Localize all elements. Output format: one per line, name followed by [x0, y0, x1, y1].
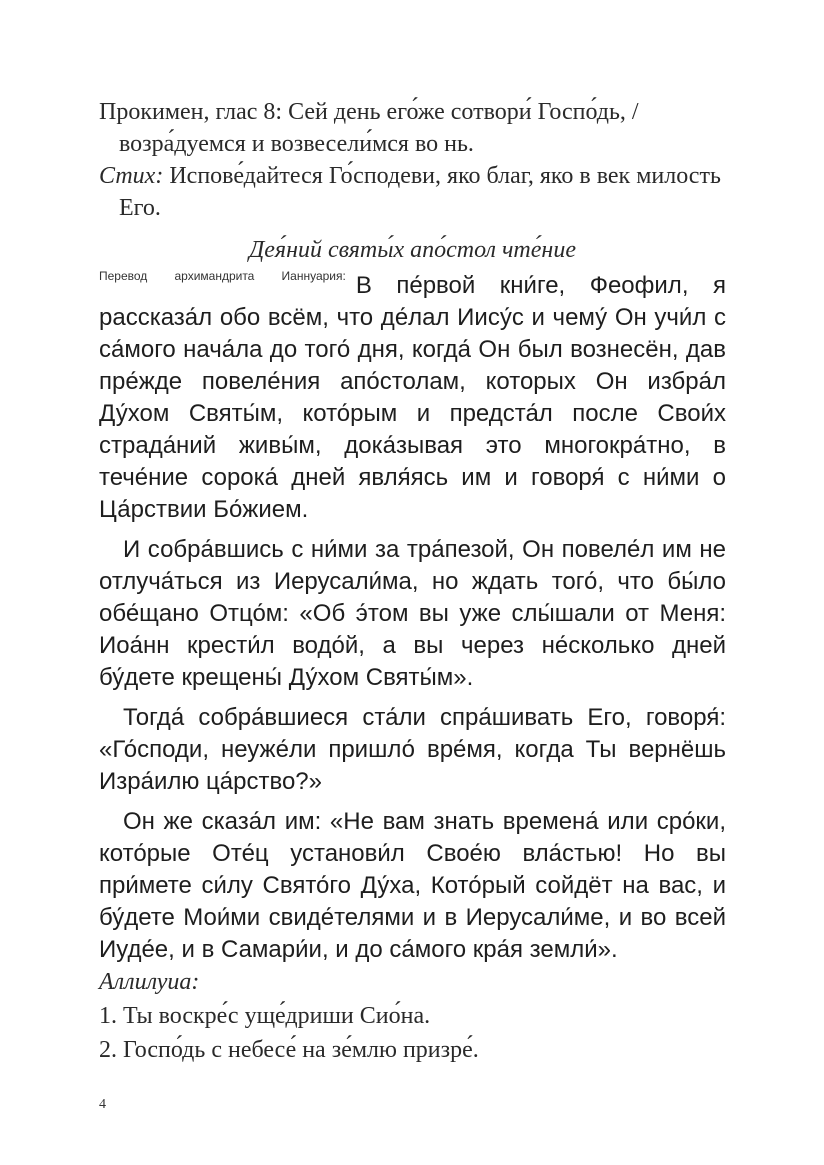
reading-paragraph-3: Тогда́ собра́вшиеся ста́ли спра́шивать Его, говоря́: «Го́споди, неуже́ли пришло́ вре́мя, когда Ты вернёшь Изра́илю ца́рство?»	[99, 704, 726, 795]
alleluia-verse-2: 2. Госпо́дь с небесе́ на зе́млю призре́.	[99, 1037, 479, 1063]
reading-heading: Дея́ний святы́х апо́стол чте́ние	[249, 237, 576, 263]
reading-paragraph-4: Он же сказа́л им: «Не вам знать времена́ или сро́ки, кото́рые Оте́ц установи́л Свое́ю вла́стью! Но вы при́мете си́лу Свято́го Ду́ха, Кото́рый сойдёт на вас, и бу́дете Мои́ми свиде́телями и в Иерусали́ме, и во всей Иуде́е, и в Самари́и, и до са́мого кра́я земли́».	[99, 808, 726, 963]
stikh-label: Стих:	[99, 163, 164, 189]
alleluia-label: Аллилуиа:	[99, 969, 200, 995]
prokimen: Прокимен, глас 8: Сей день его́же сотвори́ Госпо́дь, / возра́дуемся и возвесели́мся во нь.	[99, 99, 639, 157]
translator-note: Перевод архимандрита Ианнуария:	[99, 269, 346, 283]
reading-paragraph-1	[99, 270, 726, 526]
paragraph-text: В пе́рвой кни́ге, Феофил, я рассказа́л обо всём, что де́лал Иису́с и чему́ Он учи́л с са́мого нача́ла до того́ дня, когда́ Он был вознесён, дав пре́жде повеле́ния апо́столам, которых Он избра́л Ду́хом Святы́м, кото́рым и предста́л после Свои́х страда́ний живы́м, дока́зывая это многокра́тно, в тече́ние сорока́ дней явля́ясь им и говоря́ с ни́ми о Ца́рствии Бо́жием.	[99, 272, 726, 523]
page-number: 4	[99, 1097, 106, 1112]
page-content	[99, 96, 726, 1068]
stikh	[99, 160, 726, 224]
stikh-text: Испове́дайтеся Го́сподеви, яко благ, яко в век милость Его.	[119, 163, 721, 221]
alleluia-verse-1: 1. Ты воскре́с уще́дриши Сио́на.	[99, 1003, 431, 1029]
reading-paragraph-2: И собра́вшись с ни́ми за тра́пезой, Он повеле́л им не отлуча́ться из Иерусали́ма, но ждать того́, что бы́ло обе́щано Отцо́м: «Об э́том вы уже слы́шали от Меня: Иоа́нн крести́л водо́й, а вы через не́сколько дней бу́дете крещены́ Ду́хом Святы́м».	[99, 536, 726, 691]
